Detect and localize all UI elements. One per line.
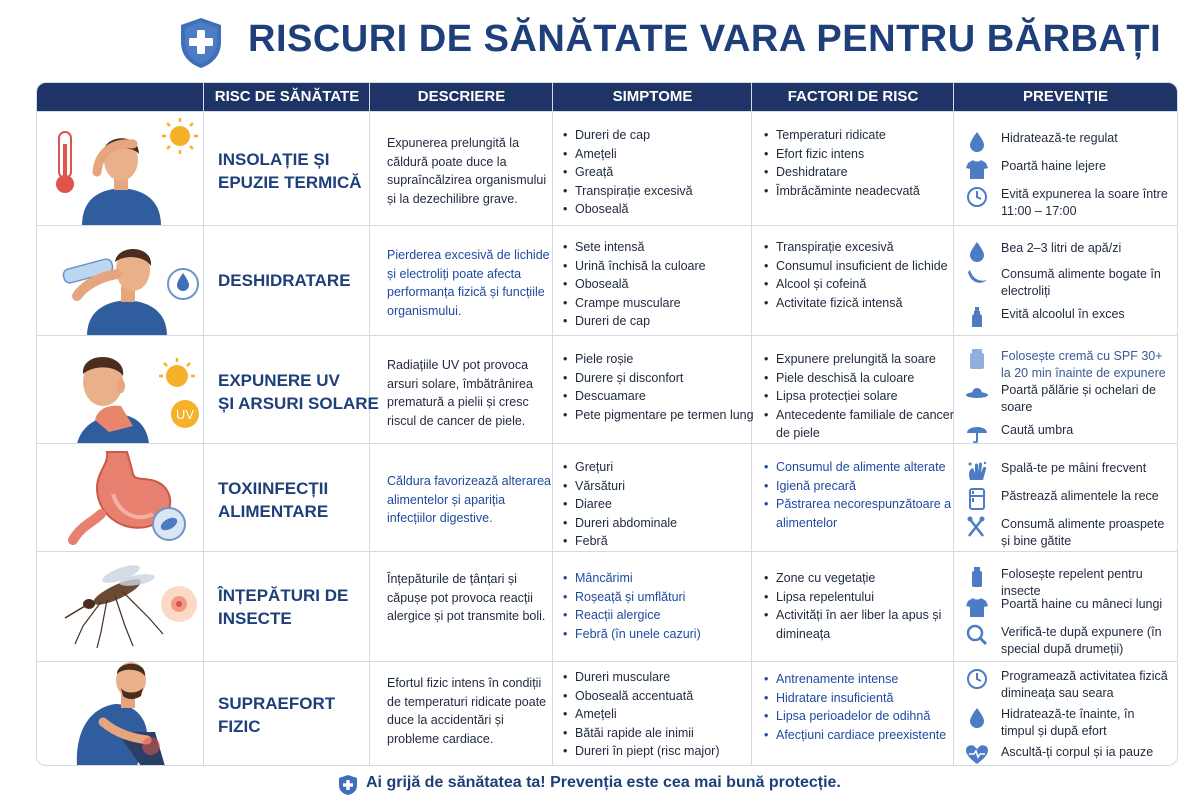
list-item: • Greață [563, 163, 758, 182]
prevention-item: Caută umbra [965, 422, 1171, 444]
heatstroke-illustration [37, 112, 203, 226]
risk-name: TOXIINFECȚII ALIMENTARE [218, 479, 329, 521]
list-item: • Alcool și cofeină [764, 275, 960, 294]
symptoms-list [563, 668, 758, 761]
handwash-icon [965, 460, 989, 482]
list-item: • Urină închisă la culoare [563, 257, 758, 276]
list-item: • Dureri musculare [563, 668, 758, 687]
list-item: • Îmbrăcăminte neadecvată [764, 182, 960, 201]
spray-icon [965, 566, 989, 588]
list-item: • Lipsa repelentului [764, 589, 874, 604]
list-item: • Sete intensă [563, 238, 758, 257]
risk-description: Efortul fizic intens în condiții de temperaturi ridicate poate duce la accidentări și probleme cardiace. [387, 676, 547, 746]
table-row [37, 111, 1177, 226]
list-item: • Febră [563, 532, 758, 551]
table-row [37, 551, 1177, 662]
water-drop-icon [965, 240, 989, 262]
prevention-item: Poartă haine cu mâneci lungi [965, 596, 1171, 624]
list-item: • Reacții alergice [563, 606, 758, 625]
tshirt-icon [965, 158, 989, 180]
prevention-list [965, 460, 1171, 549]
shield-cross-icon [338, 774, 358, 796]
list-item: • Zone cu vegetație [764, 571, 876, 585]
prevention-item: Bea 2–3 litri de apă/zi [965, 240, 1171, 266]
list-item: • Roșeață și umflături [563, 588, 758, 607]
list-item: • Transpirație excesivă [563, 182, 758, 201]
list-item: • Igienă precară [764, 477, 960, 496]
symptoms-list [563, 569, 758, 643]
prevention-item: Evită alcoolul în exces [965, 306, 1171, 328]
risk-name: EXPUNERE UV ȘI ARSURI SOLARE [218, 371, 379, 413]
risk-factors-list [764, 569, 960, 643]
prevention-item: Ascultă-ți corpul și ia pauze [965, 744, 1171, 766]
water-drop-icon [965, 706, 989, 728]
hat-icon [965, 382, 989, 404]
utensils-icon [965, 516, 989, 538]
header-description: DESCRIERE [417, 88, 506, 105]
list-item: • Lipsa protecției solare [764, 387, 960, 406]
prevention-item: Poartă pălărie și ochelari de soare [965, 382, 1171, 422]
prevention-item: Hidratează-te înainte, în timpul și după efort [965, 706, 1171, 744]
umbrella-icon [965, 422, 989, 444]
list-item: • Crampe musculare [563, 294, 758, 313]
prevention-list [965, 348, 1171, 444]
title-bar [0, 0, 1200, 82]
list-item: • Expunere prelungită la soare [764, 350, 960, 369]
symptoms-list [563, 238, 758, 331]
table-row [37, 443, 1177, 552]
risk-description: Înțepăturile de țânțari și căpușe pot provoca reacții alergice și pot transmite boli. [387, 572, 546, 623]
risk-name: ÎNȚEPĂTURI DE INSECTE [218, 586, 349, 628]
sunburn-illustration [37, 336, 203, 444]
clock-icon [965, 186, 989, 208]
bottle-icon [965, 306, 989, 328]
risk-description: Expunerea prelungită la căldură poate duce la supraîncălzirea organismului și la dezechilibre grave. [387, 136, 547, 206]
prevention-list [965, 240, 1171, 328]
prevention-item: Consumă alimente bogate în electroliți [965, 266, 1171, 306]
heart-pulse-icon [965, 744, 989, 766]
list-item: • Afecțiuni cardiace preexistente [764, 726, 960, 745]
prevention-item: Păstrează alimentele la rece [965, 488, 1171, 516]
list-item: • Diaree [563, 495, 758, 514]
list-item: • Oboseală [563, 275, 758, 294]
water-drop-icon [965, 130, 989, 152]
risk-description: Radiațiile UV pot provoca arsuri solare, îmbătrânirea prematură a pielii și cresc riscul de cancer de piele. [387, 358, 533, 428]
list-item: • Amețeli [563, 705, 758, 724]
list-item: • Lipsa perioadelor de odihnă [764, 707, 960, 726]
banana-icon [965, 266, 989, 288]
table-row [37, 335, 1177, 444]
stomach-illustration [37, 444, 203, 552]
fridge-icon [965, 488, 989, 510]
list-item: • Amețeli [563, 145, 758, 164]
list-item: • Consumul de alimente alterate [764, 458, 960, 477]
list-item: • Hidratare insuficientă [764, 689, 960, 708]
overexertion-illustration [37, 662, 203, 766]
header-symptoms: SIMPTOME [612, 88, 693, 105]
list-item: • Activitate fizică intensă [764, 294, 960, 313]
prevention-item: Consumă alimente proaspete și bine gătite [965, 516, 1171, 549]
list-item: • Transpirație excesivă [764, 238, 960, 257]
prevention-item: Poartă haine lejere [965, 158, 1171, 186]
risk-name: INSOLAȚIE ȘI EPUZIE TERMICĂ [218, 150, 362, 192]
table-row [37, 661, 1177, 766]
header-prevention: PREVENȚIE [1022, 88, 1109, 105]
table-header [37, 83, 1177, 111]
footer [0, 768, 1200, 798]
header-factors: FACTORI DE RISC [787, 88, 919, 105]
prevention-item: Spală-te pe mâini frecvent [965, 460, 1171, 488]
risk-description: Căldura favorizează alterarea alimentelor și apariția infecțiilor digestive. [387, 474, 551, 525]
list-item: • Antecedente familiale de cancer de piele [764, 406, 960, 443]
list-item: • Dureri de cap [563, 126, 758, 145]
risk-name: SUPRAEFORT FIZIC [218, 694, 336, 736]
prevention-item: Hidratează-te regulat [965, 130, 1171, 158]
symptoms-list [563, 126, 758, 219]
list-item: • Vărsături [563, 477, 758, 496]
risk-factors-list [764, 238, 960, 312]
prevention-item: Evită expunerea la soare între 11:00 – 17:00 [965, 186, 1171, 219]
tshirt-icon [965, 596, 989, 618]
list-item: • Oboseală accentuată [563, 687, 758, 706]
risk-name: DESHIDRATARE [218, 271, 351, 290]
list-item: • Durere și disconfort [563, 369, 758, 388]
list-item: • Piele roșie [563, 350, 758, 369]
list-item: • Dureri în piept (risc major) [563, 742, 758, 761]
prevention-list [965, 566, 1171, 657]
list-item: • Deshidratare [764, 163, 960, 182]
list-item: • Dureri abdominale [563, 514, 758, 533]
header-risk: RISC DE SĂNĂTATE [214, 88, 360, 105]
symptoms-list [563, 458, 758, 551]
symptoms-list [563, 350, 758, 424]
prevention-item: Programează activitatea fizică dimineața sau seara [965, 668, 1171, 706]
risk-factors-list [764, 670, 960, 744]
shield-cross-icon [178, 16, 224, 70]
list-item: • Grețuri [563, 458, 758, 477]
risk-table [36, 82, 1178, 766]
prevention-list [965, 130, 1171, 219]
risk-factors-list [764, 126, 960, 200]
prevention-item: Verifică-te după expunere (în special după drumeții) [965, 624, 1171, 657]
risk-factors-list [764, 458, 960, 532]
list-item: • Activități în aer liber la apus și dimineața [764, 608, 942, 641]
prevention-item: Folosește cremă cu SPF 30+ la 20 min înainte de expunere [965, 348, 1171, 382]
list-item: • Oboseală [563, 200, 758, 219]
list-item: • Dureri de cap [563, 312, 758, 331]
footer-message: Ai grijă de sănătatea ta! Prevenția este cea mai bună protecție. [366, 774, 841, 791]
sunscreen-icon [965, 348, 989, 370]
list-item: • Păstrarea necorespunzătoare a alimentelor [764, 495, 960, 532]
uv-badge-label: UV [175, 407, 195, 422]
mosquito-illustration [37, 552, 203, 662]
prevention-list [965, 668, 1171, 766]
list-item: • Antrenamente intense [764, 670, 960, 689]
list-item: • Febră (în unele cazuri) [563, 625, 758, 644]
prevention-item: Folosește repelent pentru insecte [965, 566, 1171, 596]
table-row [37, 225, 1177, 336]
list-item: • Bătăi rapide ale inimii [563, 724, 758, 743]
list-item: • Temperaturi ridicate [764, 126, 960, 145]
risk-factors-list [764, 350, 960, 443]
list-item: • Pete pigmentare pe termen lung [563, 406, 758, 425]
dehydration-illustration [37, 226, 203, 336]
list-item: • Piele deschisă la culoare [764, 369, 960, 388]
page-title: RISCURI DE SĂNĂTATE VARA PENTRU BĂRBAȚI [248, 18, 1162, 60]
list-item: • Efort fizic intens [764, 145, 960, 164]
clock-icon [965, 668, 989, 690]
list-item: • Descuamare [563, 387, 758, 406]
magnifier-icon [965, 624, 989, 646]
list-item: • Consumul insuficient de lichide [764, 257, 960, 276]
list-item: • Mâncărimi [563, 569, 758, 588]
risk-description: Pierderea excesivă de lichide și electroliți poate afecta performanța fizică și funcțiile organismului. [387, 248, 550, 318]
